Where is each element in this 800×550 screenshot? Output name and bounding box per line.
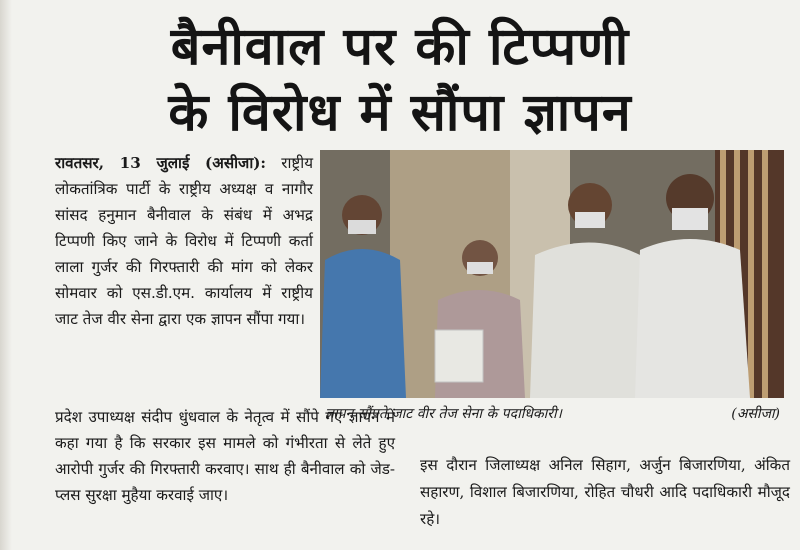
news-photo <box>320 150 784 398</box>
photo-illustration <box>320 150 784 398</box>
headline-line-1: बैनीवाल पर की टिप्पणी <box>170 17 630 77</box>
photo-credit: (असीजा) <box>731 406 780 422</box>
dateline: रावतसर, 13 जुलाई (असीजा): <box>55 154 267 172</box>
article-column-1 <box>55 150 313 332</box>
article-paragraph-1: राष्ट्रीय लोकतांत्रिक पार्टी के राष्ट्रीय अध्यक्ष व नागौर सांसद हनुमान बैनीवाल के संबंध में अभद्र टिप्पणी किए जाने के विरोध में टिप्पणी कर्ता लाला गुर्जर की गिरफ्तारी की मांग को लेकर सोमवार को एस.डी.एम. कार्यालय में राष्ट्रीय जाट तेज वीर सेना द्वारा एक ज्ञापन सौंपा गया। <box>55 154 314 328</box>
article-column-3 <box>420 452 790 533</box>
photo-caption: ज्ञापन सौंपते जाट वीर तेज सेना के पदाधिकारी। <box>325 406 562 422</box>
article-paragraph-3: इस दौरान जिलाध्यक्ष अनिल सिहाग, अर्जुन बिजारणिया, अंकित सहारण, विशाल बिजारणिया, रोहित चौधरी आदि पदाधिकारी मौजूद रहे। <box>420 456 790 528</box>
article-paragraph-2: प्रदेश उपाध्यक्ष संदीप धुंधवाल के नेतृत्व में सौंपे गए ज्ञापन में कहा गया है कि सरकार इस मामले को गंभीरता से लेते हुए आरोपी गुर्जर की गिरफ्तारी करवाए। साथ ही बैनीवाल को जेड-प्लस सुरक्षा मुहैया करवाई जाए। <box>55 408 395 504</box>
headline-line-2: के विरोध में सौंपा ज्ञापन <box>168 83 632 143</box>
article-column-2 <box>55 404 395 508</box>
